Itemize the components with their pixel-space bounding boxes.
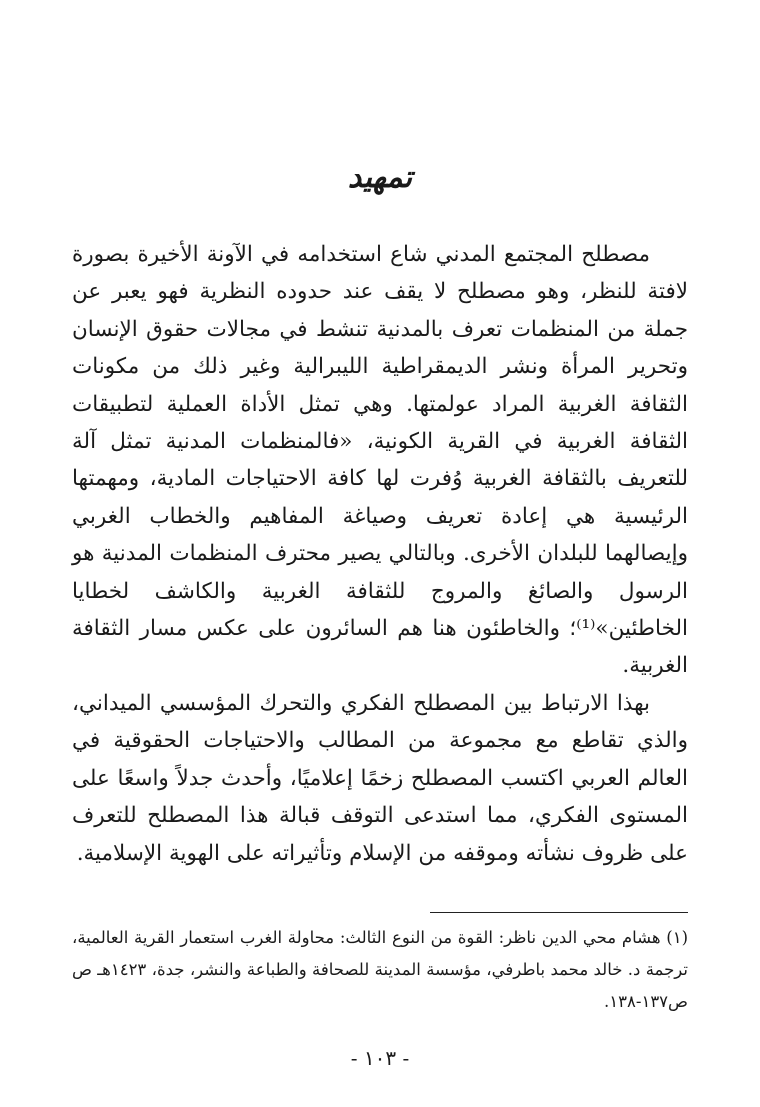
chapter-heading: تمهيد	[347, 160, 413, 195]
paragraph-2: بهذا الارتباط بين المصطلح الفكري والتحرك المؤسسي الميداني، والذي تقاطع مع مجموعة من المطالب والاحتياجات الحقوقية في العالم العربي اكتسب المصطلح زخمًا إعلاميًا، وأحدث جدلاً واسعًا على المستوى الفكري، مما استدعى التوقف قبالة هذا المصطلح للتعرف على ظروف نشأته وموقفه من الإسلام وتأثيراته على الهوية الإسلامية.	[72, 690, 688, 866]
footnote	[72, 922, 688, 1018]
paragraph-1: مصطلح المجتمع المدني شاع استخدامه في الآونة الأخيرة بصورة لافتة للنظر، وهو مصطلح لا يقف عند حدوده النظرية فهو يعبر عن جملة من المنظمات تعرف بالمدنية تنشط في مجالات حقوق الإنسان وتحرير المرأة ونشر الديمقراطية الليبرالية وغير ذلك من مكونات الثقافة الغربية المراد عولمتها. وهي تمثل الأداة العملية لتطبيقات الثقافة الغربية في القرية الكونية، «فالمنظمات المدنية تمثل آلة للتعريف بالثقافة الغربية وُفرت لها كافة الاحتياجات المادية، ومهمتها الرئيسية هي إعادة تعريف وصياغة المفاهيم والخطاب الغربي وإيصالهما للبلدان الأخرى. وبالتالي يصير محترف المنظمات المدنية هو الرسول والصائغ والمروج للثقافة الغربية والكاشف لخطايا الخاطئين»⁽¹⁾؛ والخاطئون هنا هم السائرون على عكس مسار الثقافة الغربية.	[72, 242, 688, 679]
body-text	[72, 236, 688, 872]
footnote-divider	[430, 912, 688, 913]
footnote-text: (١) هشام محي الدين ناظر: القوة من النوع الثالث: محاولة الغرب استعمار القرية العالمية، ترجمة د. خالد محمد باطرفي، مؤسسة المدينة للصحافة والطباعة والنشر، جدة، ١٤٢٣هـ ص ص١٣٧-١٣٨.	[72, 928, 688, 1011]
page-number: - ١٠٣ -	[350, 1046, 410, 1070]
